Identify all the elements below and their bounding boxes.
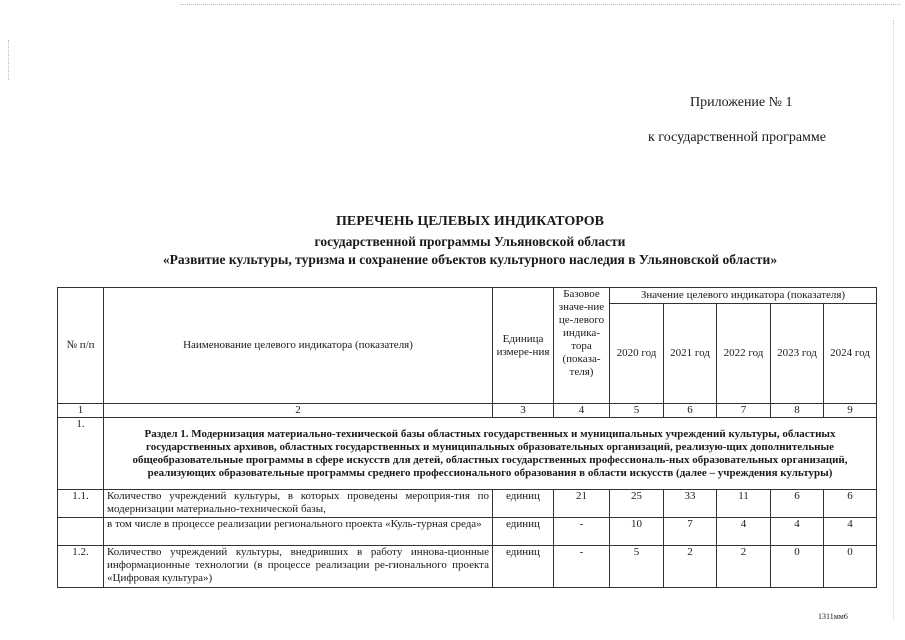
col-header-year: 2023 год bbox=[771, 304, 824, 404]
col-header-year: 2022 год bbox=[717, 304, 771, 404]
col-header-name: Наименование целевого индикатора (показателя) bbox=[104, 288, 493, 404]
section-number: 1. bbox=[58, 418, 104, 490]
row-number: 1.2. bbox=[58, 546, 104, 588]
value-cell: 25 bbox=[610, 490, 664, 518]
value-cell: 0 bbox=[824, 546, 877, 588]
col-header-unit: Единица измере-ния bbox=[493, 288, 554, 404]
col-header-year: 2021 год bbox=[664, 304, 717, 404]
table-row bbox=[58, 518, 877, 546]
col-number: 2 bbox=[104, 404, 493, 418]
scan-border-left bbox=[8, 40, 9, 80]
value-cell: 33 bbox=[664, 490, 717, 518]
document-title: ПЕРЕЧЕНЬ ЦЕЛЕВЫХ ИНДИКАТОРОВ bbox=[336, 214, 604, 229]
unit-cell: единиц bbox=[493, 518, 554, 546]
col-number: 3 bbox=[493, 404, 554, 418]
value-cell: 4 bbox=[824, 518, 877, 546]
col-header-base: Базовое значе-ние це-левого индика-тора (показа-теля) bbox=[554, 288, 610, 404]
col-number: 4 bbox=[554, 404, 610, 418]
program-name: «Развитие культуры, туризма и сохранение объектов культурного наследия в Ульяновской области» bbox=[162, 252, 778, 267]
col-number: 9 bbox=[824, 404, 877, 418]
indicator-name: Количество учреждений культуры, внедривших в работу иннова-ционные информационные технологии (в процессе реализации ре-гионального проекта «Цифровая культура») bbox=[104, 546, 493, 588]
value-cell: 11 bbox=[717, 490, 771, 518]
table-row bbox=[58, 546, 877, 588]
value-cell: 10 bbox=[610, 518, 664, 546]
scan-border-right bbox=[893, 20, 894, 620]
value-cell: 2 bbox=[717, 546, 771, 588]
col-number: 8 bbox=[771, 404, 824, 418]
unit-cell: единиц bbox=[493, 490, 554, 518]
base-value-cell: - bbox=[554, 546, 610, 588]
col-number: 1 bbox=[58, 404, 104, 418]
row-number bbox=[58, 518, 104, 546]
value-cell: 6 bbox=[824, 490, 877, 518]
document-subtitle: государственной программы Ульяновской области bbox=[314, 234, 626, 249]
footer-code: 1311мм6 bbox=[818, 612, 848, 621]
value-cell: 4 bbox=[771, 518, 824, 546]
indicator-name: в том числе в процессе реализации регионального проекта «Куль-турная среда» bbox=[104, 518, 493, 546]
col-number: 7 bbox=[717, 404, 771, 418]
col-header-year: 2020 год bbox=[610, 304, 664, 404]
base-value-cell: 21 bbox=[554, 490, 610, 518]
col-header-num: № п/п bbox=[58, 288, 104, 404]
appendix-reference: к государственной программе bbox=[648, 130, 826, 145]
section-title: Раздел 1. Модернизация материально-технической базы областных государственных и муниципальных учреждений культуры, областных государственных архивов, областных государственных и муниципальных образовательных организаций, реализую-щих дополнительные общеобразовательные программы в сфере искусств для детей, областных государственных профессиональ-ных образовательных организаций, реализующих образовательные программы среднего профессионального образования в области искусств (далее – учреждения культуры) bbox=[104, 418, 877, 490]
col-number: 6 bbox=[664, 404, 717, 418]
header-row-1 bbox=[58, 288, 877, 304]
base-value-cell: - bbox=[554, 518, 610, 546]
value-cell: 4 bbox=[717, 518, 771, 546]
unit-cell: единиц bbox=[493, 546, 554, 588]
indicators-table bbox=[57, 287, 877, 588]
value-cell: 6 bbox=[771, 490, 824, 518]
value-cell: 2 bbox=[664, 546, 717, 588]
column-number-row bbox=[58, 404, 877, 418]
table-row bbox=[58, 490, 877, 518]
indicator-name: Количество учреждений культуры, в которых проведены мероприя-тия по модернизации материально-технической базы, bbox=[104, 490, 493, 518]
appendix-number: Приложение № 1 bbox=[690, 95, 793, 110]
col-header-year: 2024 год bbox=[824, 304, 877, 404]
scan-border-top bbox=[180, 4, 900, 5]
value-cell: 0 bbox=[771, 546, 824, 588]
row-number: 1.1. bbox=[58, 490, 104, 518]
value-cell: 7 bbox=[664, 518, 717, 546]
col-number: 5 bbox=[610, 404, 664, 418]
col-header-target-group: Значение целевого индикатора (показателя) bbox=[610, 288, 877, 304]
value-cell: 5 bbox=[610, 546, 664, 588]
section-row bbox=[58, 418, 877, 490]
